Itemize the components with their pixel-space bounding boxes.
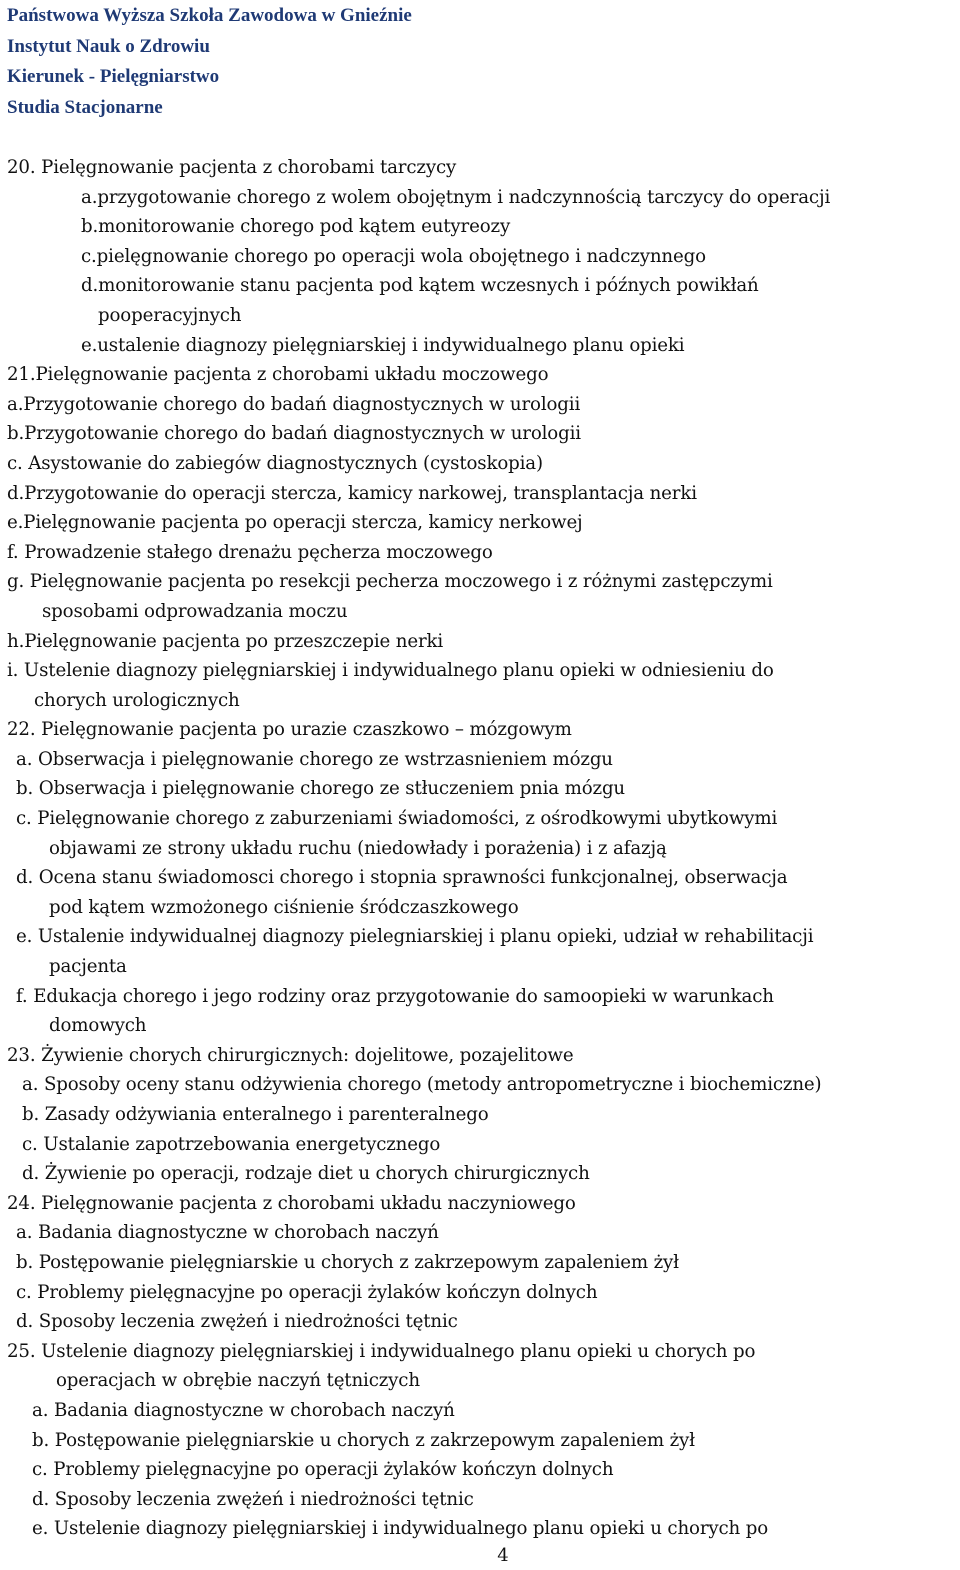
syllabus-line [0, 183, 960, 213]
syllabus-line-text: b.Przygotowanie chorego do badań diagnostycznych w urologii [7, 423, 581, 445]
syllabus-line [0, 1248, 960, 1278]
syllabus-line [0, 1337, 960, 1367]
syllabus-line-text: d. Żywienie po operacji, rodzaje diet u chorych chirurgicznych [22, 1163, 590, 1185]
syllabus-line [0, 745, 960, 775]
syllabus-line-text: b. Obserwacja i pielęgnowanie chorego ze stłuczeniem pnia mózgu [16, 778, 625, 800]
syllabus-line-text: a. Sposoby oceny stanu odżywienia chorego (metody antropometryczne i biochemiczne) [22, 1074, 822, 1096]
syllabus-line-text: c. Asystowanie do zabiegów diagnostycznych (cystoskopia) [7, 452, 543, 474]
syllabus-line [0, 1396, 960, 1426]
syllabus-line-text: d.Przygotowanie do operacji stercza, kamicy narkowej, transplantacja nerki [7, 482, 697, 504]
syllabus-line-text: 20. Pielęgnowanie pacjenta z chorobami tarczycy [7, 157, 457, 178]
syllabus-line [0, 1278, 960, 1308]
syllabus-line [0, 301, 960, 331]
syllabus-line-text: h.Pielęgnowanie pacjenta po przeszczepie nerki [7, 630, 444, 652]
syllabus-line [0, 597, 960, 627]
syllabus-line [0, 390, 960, 420]
syllabus-line-text: c. Problemy pielęgnacyjne po operacji żylaków kończyn dolnych [16, 1281, 598, 1303]
syllabus-line [0, 567, 960, 597]
syllabus-line [0, 1514, 960, 1544]
header-institute: Instytut Nauk o Zdrowiu [7, 35, 210, 57]
syllabus-line-text: pacjenta [49, 956, 127, 978]
syllabus-line [0, 508, 960, 538]
syllabus-line-text: e.Pielęgnowanie pacjenta po operacji stercza, kamicy nerkowej [7, 512, 583, 534]
syllabus-line [0, 804, 960, 834]
syllabus-content [0, 153, 960, 1544]
syllabus-line [0, 479, 960, 509]
syllabus-line [0, 1070, 960, 1100]
syllabus-line [0, 1485, 960, 1515]
syllabus-line-text: b. Zasady odżywiania enteralnego i parenteralnego [22, 1104, 489, 1125]
syllabus-line [0, 331, 960, 361]
syllabus-line-text: a. Badania diagnostyczne w chorobach naczyń [16, 1222, 439, 1244]
syllabus-line-text: b. Postępowanie pielęgniarskie u chorych z zakrzepowym zapaleniem żył [32, 1429, 695, 1451]
syllabus-line-text: objawami ze strony układu ruchu (niedowłady i porażenia) i z afazją [49, 837, 667, 859]
syllabus-line [0, 774, 960, 804]
syllabus-line-text: a.przygotowanie chorego z wolem obojętnym i nadczynnością tarczycy do operacji [81, 186, 831, 208]
syllabus-line-text: f. Prowadzenie stałego drenażu pęcherza moczowego [7, 541, 493, 563]
syllabus-line [0, 271, 960, 301]
syllabus-line-text: c. Pielęgnowanie chorego z zaburzeniami świadomości, z ośrodkowymi ubytkowymi [16, 808, 778, 830]
syllabus-line-text: e.ustalenie diagnozy pielęgniarskiej i indywidualnego planu opieki [81, 334, 685, 356]
syllabus-line-text: a. Obserwacja i pielęgnowanie chorego ze wstrzasnieniem mózgu [16, 748, 613, 770]
syllabus-line [0, 834, 960, 864]
syllabus-line [0, 449, 960, 479]
syllabus-line [0, 715, 960, 745]
syllabus-line [0, 982, 960, 1012]
syllabus-line-text: b.monitorowanie chorego pod kątem eutyreozy [81, 216, 511, 238]
syllabus-line [0, 360, 960, 390]
syllabus-line-text: c. Problemy pielęgnacyjne po operacji żylaków kończyn dolnych [32, 1459, 614, 1481]
syllabus-line-text: i. Ustelenie diagnozy pielęgniarskiej i indywidualnego planu opieki w odniesieniu do [7, 660, 774, 682]
syllabus-line [0, 1100, 960, 1130]
syllabus-line [0, 419, 960, 449]
syllabus-line [0, 686, 960, 716]
syllabus-line-text: f. Edukacja chorego i jego rodziny oraz przygotowanie do samoopieki w warunkach [16, 985, 774, 1007]
syllabus-line-text: d. Sposoby leczenia zwężeń i niedrożności tętnic [16, 1311, 458, 1333]
syllabus-line-text: chorych urologicznych [34, 689, 240, 711]
header-university: Państwowa Wyższa Szkoła Zawodowa w Gnieźnie [7, 5, 412, 26]
syllabus-line-text: e. Ustelenie diagnozy pielęgniarskiej i indywidualnego planu opieki u chorych po [32, 1518, 769, 1540]
syllabus-line-text: domowych [49, 1015, 147, 1037]
syllabus-line [0, 1041, 960, 1071]
syllabus-line [0, 153, 960, 183]
syllabus-line [0, 1159, 960, 1189]
syllabus-line-text: operacjach w obrębie naczyń tętniczych [56, 1370, 420, 1392]
syllabus-line-text: e. Ustalenie indywidualnej diagnozy pielegniarskiej i planu opieki, udział w rehabilitacji [16, 926, 814, 948]
syllabus-line [0, 1130, 960, 1160]
syllabus-line-text: 24. Pielęgnowanie pacjenta z chorobami układu naczyniowego [7, 1192, 576, 1214]
syllabus-line [0, 952, 960, 982]
syllabus-line-text: 21.Pielęgnowanie pacjenta z chorobami układu moczowego [7, 364, 549, 386]
syllabus-line-text: d. Ocena stanu świadomosci chorego i stopnia sprawności funkcjonalnej, obserwacja [16, 867, 788, 889]
syllabus-line [0, 212, 960, 242]
syllabus-line [0, 538, 960, 568]
syllabus-line [0, 922, 960, 952]
syllabus-line-text: a.Przygotowanie chorego do badań diagnostycznych w urologii [7, 393, 581, 415]
page-number: 4 [497, 1545, 509, 1566]
syllabus-line-text: d.monitorowanie stanu pacjenta pod kątem wczesnych i późnych powikłań [81, 275, 759, 297]
syllabus-line-text: 23. Żywienie chorych chirurgicznych: dojelitowe, pozajelitowe [7, 1044, 574, 1066]
syllabus-line [0, 1366, 960, 1396]
syllabus-line [0, 627, 960, 657]
syllabus-line-text: c.pielęgnowanie chorego po operacji wola obojętnego i nadczynnego [81, 245, 706, 267]
syllabus-line [0, 1218, 960, 1248]
syllabus-line [0, 1426, 960, 1456]
syllabus-line-text: pooperacyjnych [98, 304, 242, 326]
syllabus-line-text: c. Ustalanie zapotrzebowania energetycznego [22, 1133, 441, 1155]
syllabus-line-text: 22. Pielęgnowanie pacjenta po urazie czaszkowo – mózgowym [7, 719, 572, 741]
syllabus-line-text: a. Badania diagnostyczne w chorobach naczyń [32, 1399, 455, 1421]
syllabus-line [0, 1455, 960, 1485]
syllabus-line-text: b. Postępowanie pielęgniarskie u chorych z zakrzepowym zapaleniem żył [16, 1251, 679, 1273]
syllabus-line [0, 1307, 960, 1337]
syllabus-line-text: d. Sposoby leczenia zwężeń i niedrożności tętnic [32, 1488, 474, 1510]
syllabus-line [0, 893, 960, 923]
syllabus-line-text: g. Pielęgnowanie pacjenta po resekcji pecherza moczowego i z różnymi zastępczymi [7, 571, 773, 593]
syllabus-line [0, 863, 960, 893]
header-field: Kierunek - Pielęgniarstwo [7, 66, 220, 87]
header-study-mode: Studia Stacjonarne [7, 96, 163, 118]
syllabus-line [0, 1189, 960, 1219]
syllabus-line [0, 656, 960, 686]
syllabus-line-text: pod kątem wzmożonego ciśnienie śródczaszkowego [49, 896, 519, 918]
document-header [7, 1, 412, 123]
syllabus-line [0, 242, 960, 272]
syllabus-line-text: 25. Ustelenie diagnozy pielęgniarskiej i indywidualnego planu opieki u chorych po [7, 1340, 756, 1362]
syllabus-line [0, 1011, 960, 1041]
syllabus-line-text: sposobami odprowadzania moczu [42, 600, 348, 622]
